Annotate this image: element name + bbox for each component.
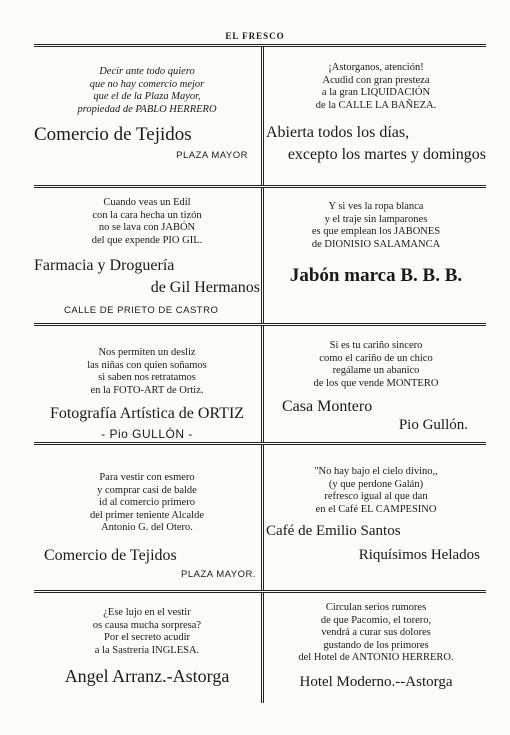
verse-line: ¡Astorganos, atención! — [328, 62, 424, 73]
verse-line: que no hay comercio mejor — [89, 78, 205, 90]
ad-title: Hotel Moderno.--Astorga — [299, 673, 453, 690]
verse-line: Acudid con gran presteza — [322, 74, 430, 86]
verse-line: regálame un abanico — [332, 365, 420, 376]
ad-title: Farmacia y Droguería — [34, 257, 175, 274]
verse-line: ¿Ese lujo en el vestir — [103, 607, 191, 618]
ad-title: Fotografía Artística de ORTIZ — [49, 405, 245, 422]
ad-title: Comercio de Tejidos — [34, 124, 192, 145]
verse-line: que el de la Plaza Mayor, — [93, 91, 201, 102]
verse-line: Para vestir con esmero — [99, 472, 195, 483]
verse-line: del Hotel de ANTONIO HERRERO. — [298, 652, 454, 663]
ad-address: PLAZA MAYOR — [176, 150, 248, 161]
verse-line: Y si ves la ropa blanca — [328, 201, 424, 212]
verse-line: gustando de los primores — [323, 639, 429, 651]
verse-line: a la gran LIQUIDACIÓN — [321, 87, 431, 98]
rule-4 — [34, 590, 486, 595]
ad-comercio-tejidos-otero — [34, 472, 260, 580]
rule-3 — [34, 442, 486, 447]
verse-line: del primer teniente Alcalde — [90, 509, 204, 521]
verse-line: en el Café EL CAMPESINO — [315, 503, 437, 515]
ad-title: Angel Arranz.-Astorga — [64, 666, 230, 686]
verse-line: de la CALLE LA BAÑEZA. — [315, 99, 437, 111]
verse-line: Antonio G. del Otero. — [101, 522, 193, 533]
verse-line: "No hay bajo el cielo divino,, — [314, 466, 438, 477]
verse-line: como el cariño de un chico — [319, 352, 433, 364]
ad-title: Comercio de Tejidos — [44, 546, 177, 564]
verse-line: (y que perdone Galán) — [328, 478, 424, 490]
ad-author: Pio Gullón. — [398, 417, 468, 433]
verse-line: es que emplean los JABONES — [311, 226, 441, 237]
verse-line: os causa mucha sorpresa? — [92, 619, 202, 631]
verse-line: Decir ante todo quiero — [99, 66, 195, 77]
ad-address: CALLE DE PRIETO DE CASTRO — [64, 305, 219, 316]
verse-line: Cuando veas un Edil — [103, 197, 191, 208]
ad-foto-ortiz — [34, 347, 260, 441]
verse-line: si saben nos retratamos — [98, 372, 196, 383]
verse-line: y el traje sin lamparones — [324, 213, 428, 225]
verse-line: no se lava con JABÓN — [98, 222, 196, 233]
ad-title: Casa Montero — [282, 398, 373, 415]
verse-line: Por el secreto acudir — [103, 632, 190, 643]
rule-2 — [34, 323, 486, 328]
ad-title: Café de Emilio Santos — [266, 523, 401, 539]
page-header: EL FRESCO — [225, 31, 285, 41]
verse-line: refresco igual al que dan — [324, 491, 428, 502]
ad-title: Jabón marca B. B. B. — [289, 265, 463, 286]
ad-sastreria-inglesa — [34, 607, 260, 687]
rule-1 — [34, 185, 486, 190]
ad-casa-montero — [266, 340, 486, 436]
ad-address: PLAZA MAYOR. — [181, 568, 256, 580]
verse-line: Si es tu cariño sincero — [329, 340, 423, 351]
verse-line: de DIONISIO SALAMANCA — [311, 238, 441, 250]
verse-line: de los que vende MONTERO — [313, 377, 439, 389]
ad-liquidacion — [266, 62, 486, 166]
verse-line: con la cara hecha un tizón — [92, 209, 202, 221]
ad-subtitle: excepto los martes y domingos — [287, 146, 486, 163]
verse-line: de que Pacomio, el torero, — [320, 614, 432, 626]
ad-subtitle: Riquísimos Helados — [358, 547, 480, 563]
verse-line: las niñas con quien soñamos — [87, 359, 207, 371]
ad-title: Abierta todos los días, — [266, 124, 410, 141]
ad-subtitle: de Gil Hermanos — [150, 279, 260, 296]
ad-farmacia-gil — [34, 197, 260, 316]
ad-jabon-bbb — [266, 201, 486, 287]
verse-line: y comprar casi de balde — [97, 484, 197, 496]
verse-line: del que expende PIO GIL. — [91, 234, 203, 246]
verse-line: id al comercio primero — [99, 497, 195, 508]
verse-line: Nos permiten un desliz — [98, 347, 196, 358]
verse-line: en la FOTO-ART de Ortiz. — [90, 384, 204, 396]
verse-line: vendrá a curar sus dolores — [321, 627, 431, 638]
ad-hotel-moderno — [266, 602, 486, 693]
verse-line: propiedad de PABLO HERRERO — [77, 103, 217, 115]
rule-top — [34, 44, 486, 49]
ad-cafe-campesino — [266, 466, 486, 566]
verse-line: Circulan serios rumores — [325, 602, 427, 613]
ad-author: - Pio GULLÓN - — [101, 427, 193, 441]
ad-comercio-tejidos-herrero — [34, 66, 260, 161]
verse-line: a la Sastrería INGLESA. — [94, 644, 200, 656]
